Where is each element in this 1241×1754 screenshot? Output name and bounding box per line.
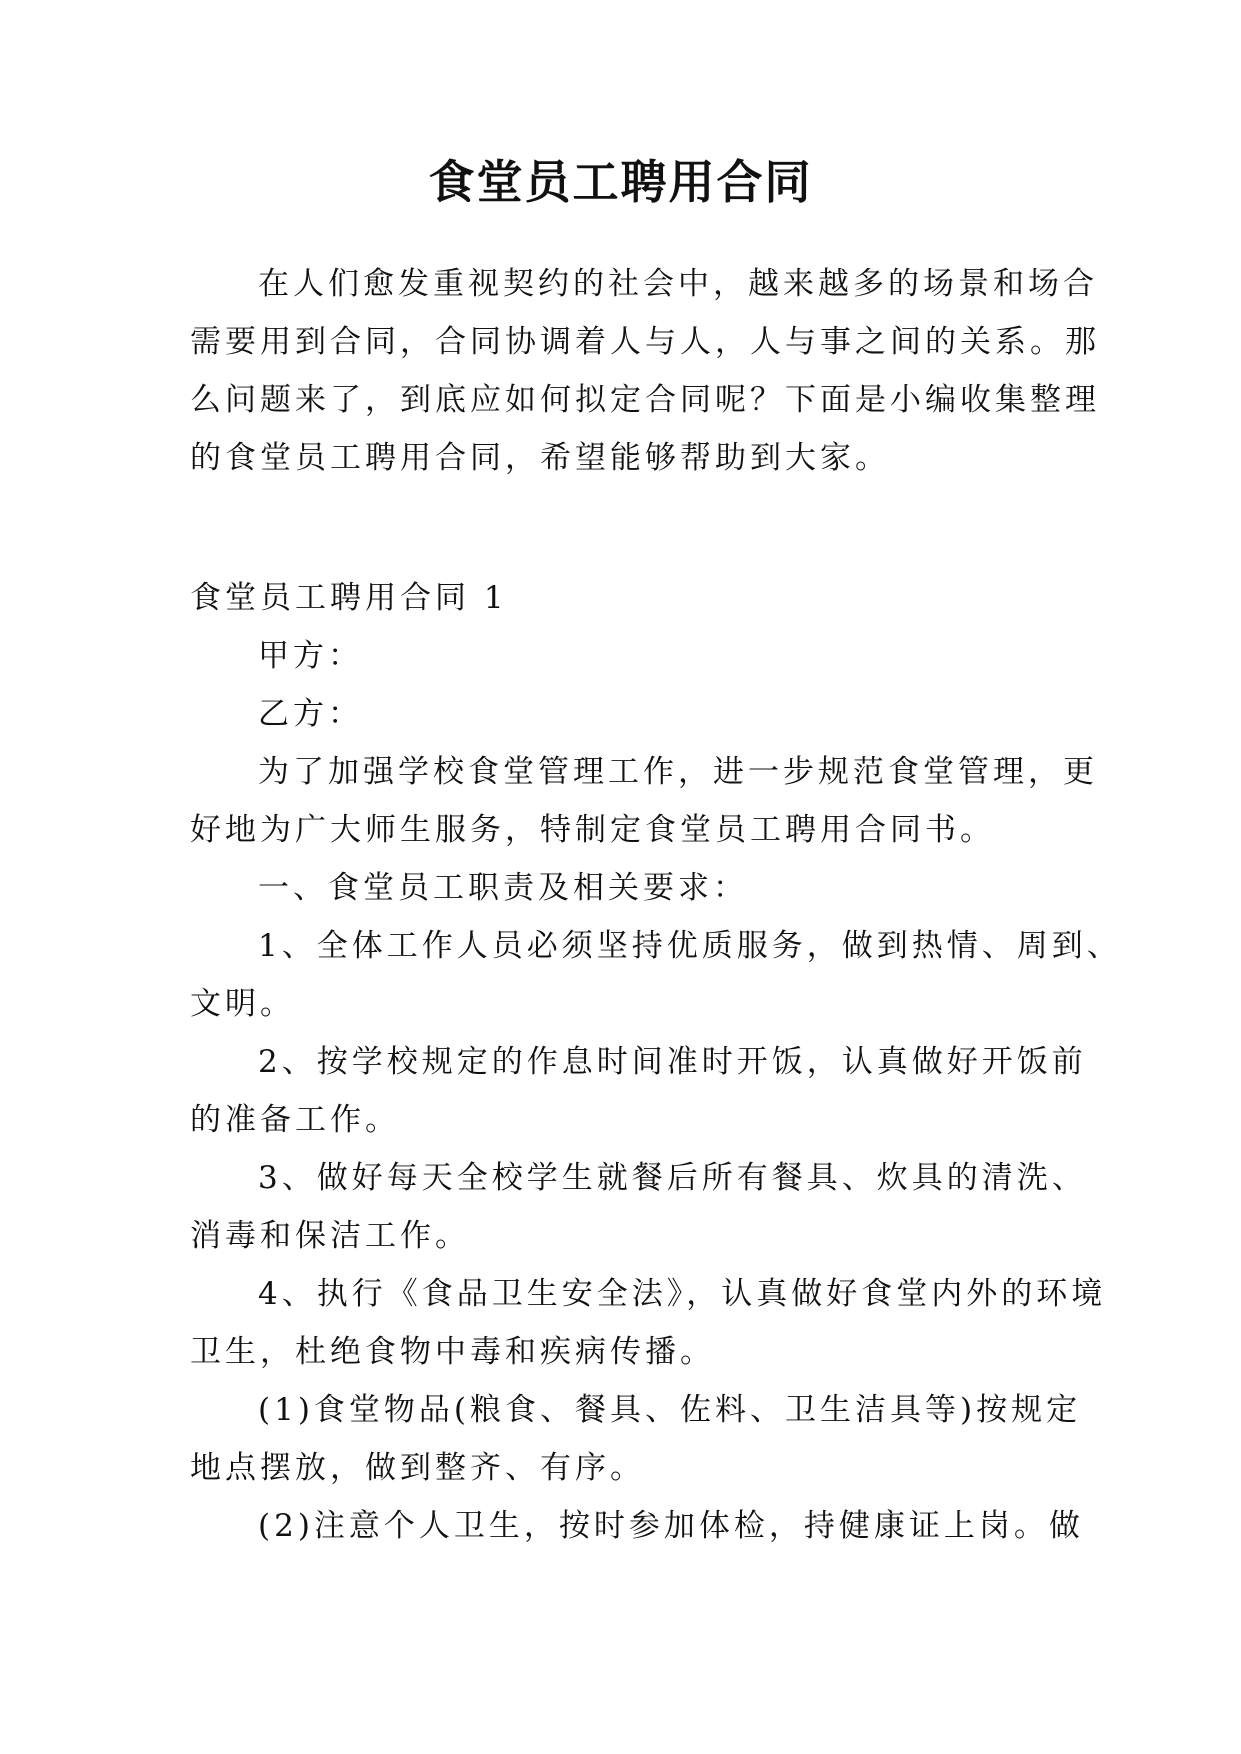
item-2-line-1: 2、按学校规定的作息时间准时开饭，认真做好开饭前 bbox=[258, 1044, 1087, 1080]
intro-line-3: 么问题来了，到底应如何拟定合同呢？下面是小编收集整理 bbox=[190, 382, 1100, 418]
intro-line-1: 在人们愈发重视契约的社会中，越来越多的场景和场合 bbox=[258, 266, 1098, 302]
duties-heading: 一、食堂员工职责及相关要求： bbox=[258, 870, 748, 906]
item-4-line-2: 卫生，杜绝食物中毒和疾病传播。 bbox=[190, 1334, 715, 1370]
sub-item-1-line-2: 地点摆放，做到整齐、有序。 bbox=[190, 1450, 645, 1486]
intro-line-2: 需要用到合同，合同协调着人与人，人与事之间的关系。那 bbox=[190, 324, 1100, 360]
sub-item-2-line-1: (2)注意个人卫生，按时参加体检，持健康证上岗。做 bbox=[258, 1508, 1084, 1544]
party-b-label: 乙方： bbox=[258, 696, 363, 732]
item-3-line-2: 消毒和保洁工作。 bbox=[190, 1218, 470, 1254]
purpose-line-1: 为了加强学校食堂管理工作，进一步规范食堂管理，更 bbox=[258, 754, 1098, 790]
party-a-label: 甲方： bbox=[258, 638, 363, 674]
item-1-line-1: 1、全体工作人员必须坚持优质服务，做到热情、周到、 bbox=[258, 928, 1122, 964]
purpose-line-2: 好地为广大师生服务，特制定食堂员工聘用合同书。 bbox=[190, 812, 995, 848]
intro-line-4: 的食堂员工聘用合同，希望能够帮助到大家。 bbox=[190, 440, 890, 476]
item-4-line-1: 4、执行《食品卫生安全法》，认真做好食堂内外的环境 bbox=[258, 1276, 1107, 1312]
item-3-line-1: 3、做好每天全校学生就餐后所有餐具、炊具的清洗、 bbox=[258, 1160, 1087, 1196]
sub-item-1-line-1: (1)食堂物品(粮食、餐具、佐料、卫生洁具等)按规定 bbox=[258, 1392, 1082, 1428]
document-title: 食堂员工聘用合同 bbox=[428, 155, 813, 209]
item-2-line-2: 的准备工作。 bbox=[190, 1102, 400, 1138]
item-1-line-2: 文明。 bbox=[190, 986, 295, 1022]
section-heading: 食堂员工聘用合同 1 bbox=[190, 580, 508, 616]
